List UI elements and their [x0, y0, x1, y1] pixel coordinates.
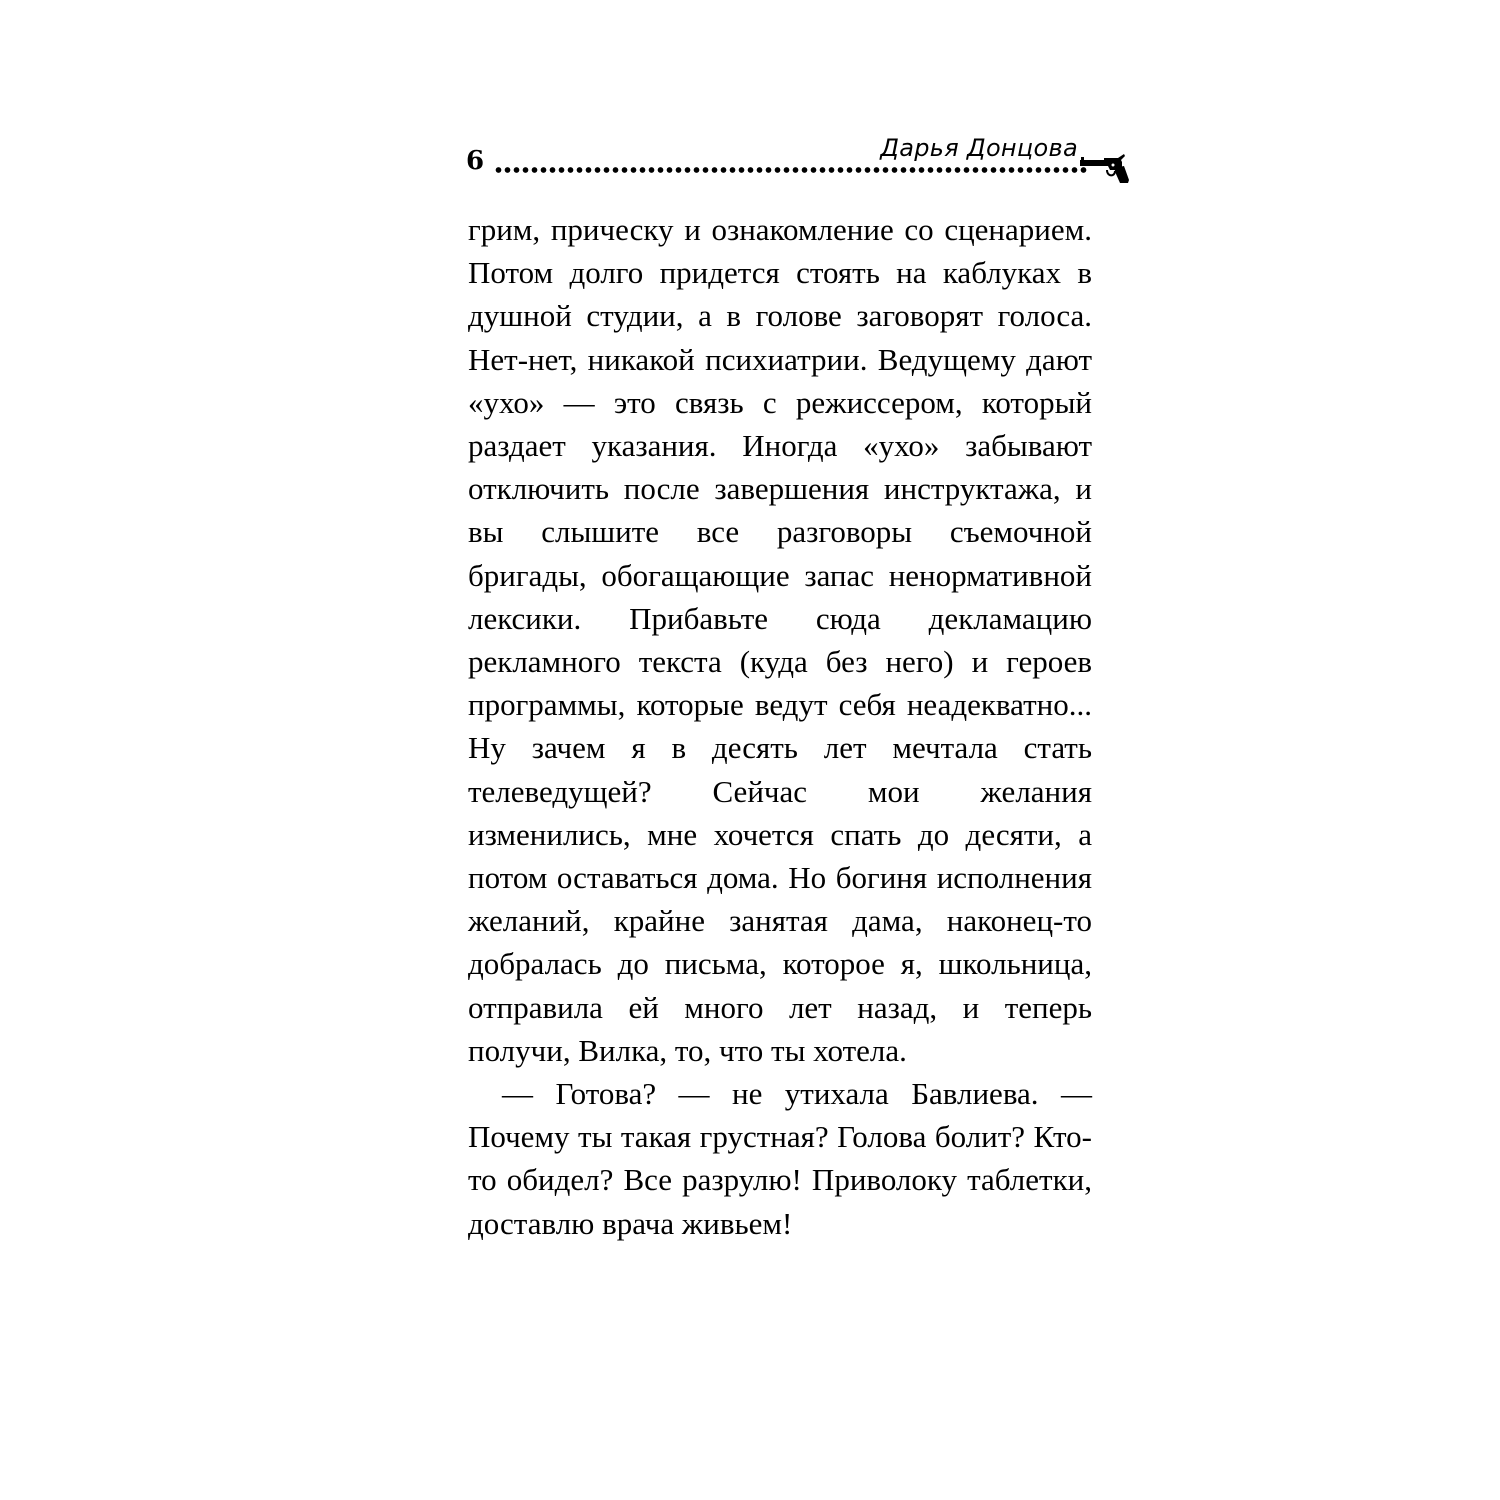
- paragraph: — Готова? — не утихала Бавлиева. — Почему ты такая грустная? Голова болит? Кто-то обидел? Все разрулю! Приволоку таблетки, доставлю врача живьем!: [468, 1076, 1092, 1241]
- running-head: [466, 134, 1130, 190]
- revolver-icon: [1080, 154, 1130, 184]
- dot-leader: [494, 166, 1088, 174]
- body-text: [468, 208, 1092, 1245]
- page-number: 6: [466, 146, 485, 176]
- paragraph: грим, прическу и ознакомление со сценарием. Потом долго придется стоять на каблуках в душной студии, а в голове заговорят голоса. Нет-нет, никакой психиатрии. Ведущему дают «ухо» — это связь с режиссером, который раздает указания. Иногда «ухо» забывают отключить после завершения инструктажа, и вы слышите все разговоры съемочной бригады, обогащающие запас ненормативной лексики. Прибавьте сюда декламацию рекламного текста (куда без него) и героев программы, которые ведут себя неадекватно... Ну зачем я в десять лет мечтала стать телеведущей? Сейчас мои желания изменились, мне хочется спать до десяти, а потом оставаться дома. Но богиня исполнения желаний, крайне занятая дама, наконец-то добралась до письма, которое я, школьница, отправила ей много лет назад, и теперь получи, Вилка, то, что ты хотела.: [468, 212, 1092, 1068]
- author-name: Дарья Донцова: [880, 134, 1078, 162]
